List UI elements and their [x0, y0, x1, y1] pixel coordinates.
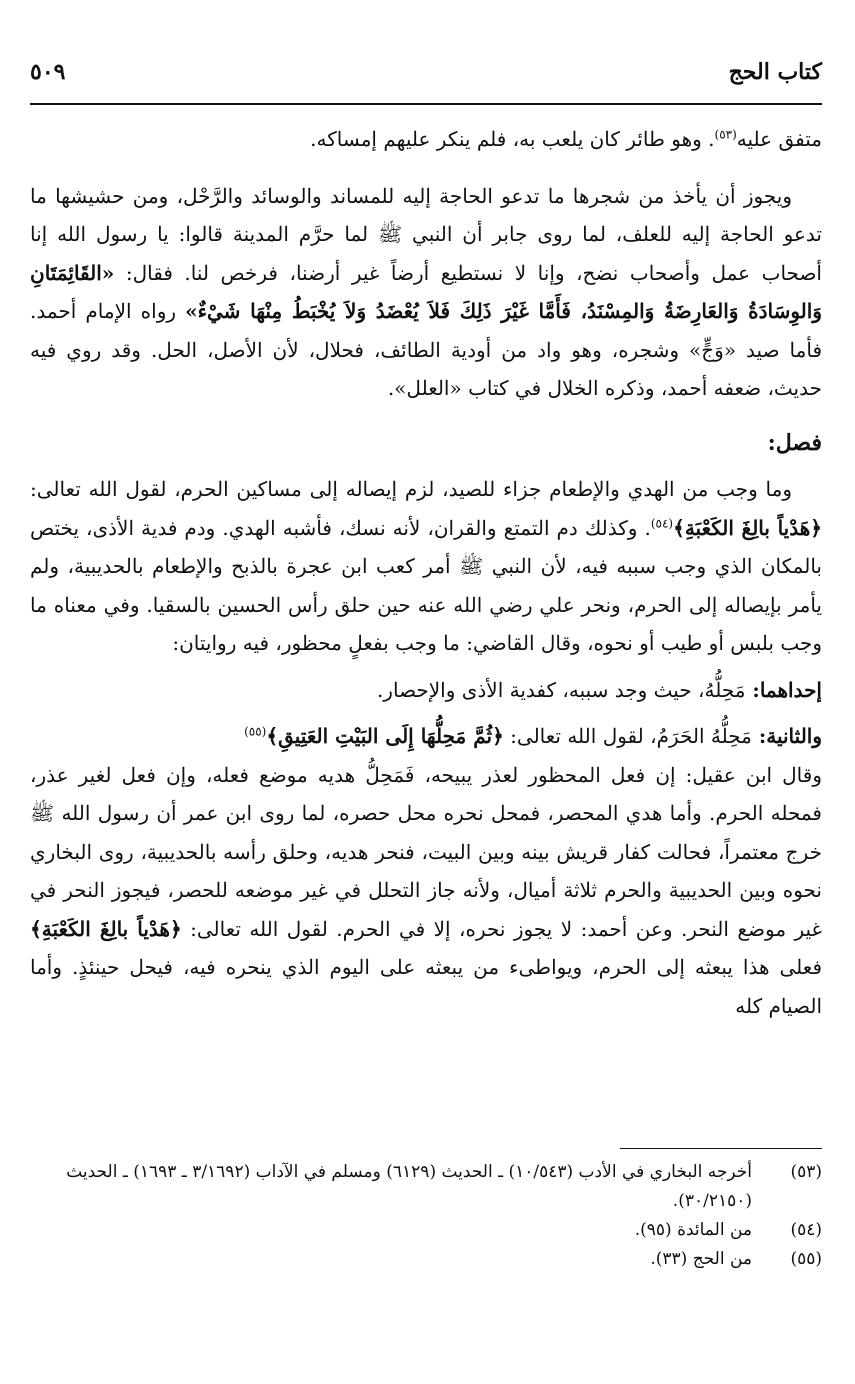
- chapter-title: كتاب الحج: [728, 59, 822, 85]
- footnote-text: من المائدة (٩٥).: [634, 1220, 752, 1240]
- text-run: رواه الإمام أحمد. فأما صيد «وَجٍّ» وشجره، وهو واد من أودية الطائف، فحلال، لأن الأصل، الحل. وقد روي فيه حديث، ضعفه أحمد، وذكره الخلال في كتاب «العلل».: [30, 299, 823, 400]
- footnote-number: (٥٥): [790, 1249, 822, 1269]
- quran-verse: ﴿ثُمَّ مَحِلُّهَا إِلَى البَيْتِ العَتِيقِ﴾: [266, 724, 504, 748]
- text-run: فعلى هذا يبعثه إلى الحرم، ويواطىء من يبعثه على اليوم الذي ينحره فيه، فيحل حينئذٍ. وأما الصيام كله: [30, 955, 822, 1018]
- text-run: ويجوز أن يأخذ من شجرها ما تدعو الحاجة إليه للمساند والوسائد والرَّحْل، ومن حشيشها ما تدعو الحاجة إليه للعلف، لما روى جابر أن النبي ﷺ لما حرَّم المدينة قالوا: يا رسول الله إنا أصحاب عمل وأصحاب نضح، وإنا لا نستطيع أرضاً غير أرضنا، فرخص لنا. فقال:: [30, 183, 822, 285]
- footnote-ref-55[interactable]: (٥٥): [244, 724, 267, 739]
- paragraph-3: [30, 470, 822, 663]
- footnote-55: [30, 1245, 822, 1274]
- paragraph-1: [30, 120, 822, 159]
- text-run: . وهو طائر كان يلعب به، فلم ينكر عليهم إمساكه.: [310, 127, 715, 151]
- footnote-number: (٥٤): [790, 1220, 822, 1240]
- text-run: مَحِلُّهُ، حيث وجد سببه، كفدية الأذى والإحصار.: [376, 677, 746, 702]
- paragraph-6: [30, 756, 822, 1026]
- section-title: فصل:: [767, 429, 822, 456]
- main-text: [30, 120, 822, 1025]
- quran-verse: ﴿هَدْياً بالِغَ الكَعْبَةِ﴾: [30, 916, 182, 941]
- footnotes: [30, 1158, 822, 1274]
- footnote-54: [30, 1216, 822, 1245]
- text-run: وما وجب من الهدي والإطعام جزاء للصيد، لزم إيصاله إلى مساكين الحرم، لقول الله تعالى:: [30, 477, 792, 501]
- footnote-text: من الحج (٣٣).: [650, 1249, 752, 1269]
- paragraph-5: [30, 717, 822, 756]
- item-label: إحداهما:: [745, 677, 822, 702]
- footnote-number: (٥٣): [790, 1162, 822, 1182]
- text-run: متفق عليه: [736, 127, 822, 151]
- text-run: وقال ابن عقيل: إن فعل المحظور لعذر يبيحه، فَمَحِلُّ هديه موضع فعله، وإن فعل لغير عذر، فمحله الحرم. وأما هدي المحصر، فمحل نحره محل حصره، لما روى ابن عمر أن رسول الله ﷺ خرج معتمراً، فحالت كفار قريش بينه وبين البيت، فنحر هديه، وحلق رأسه بالحديبية، روى البخاري نحوه وبين الحديبية والحرم ثلاثة أميال، ولأنه جاز التحلل في غير موضعه للحصر، فيجوز النحر في غير موضع النحر. وعن أحمد: لا يجوز نحره، إلا في الحرم. لقول الله تعالى:: [30, 762, 822, 941]
- text-run: . وكذلك دم التمتع والقران، لأنه نسك، فأشبه الهدي. ودم فدية الأذى، يختص بالمكان الذي وجب سببه فيه، لأن النبي ﷺ أمر كعب ابن عجرة بالذبح والإطعام بالحديبية، ولم يأمر بإيصاله إلى الحرم، ونحر علي رضي الله عنه حين حلق رأس الحسين بالسقيا. وفي معناه ما وجب بلبس أو طيب أو نحوه، وقال القاضي: ما وجب بفعلٍ محظور، فيه روايتان:: [30, 515, 822, 655]
- paragraph-4: [30, 671, 822, 710]
- item-label: والثانية:: [751, 724, 822, 748]
- text-run: مَحِلُّهُ الحَرَمُ، لقول الله تعالى:: [503, 724, 752, 748]
- footnote-divider: [620, 1148, 822, 1149]
- header-divider: [30, 103, 822, 105]
- paragraph-2: [30, 177, 822, 408]
- footnote-53: [30, 1158, 822, 1216]
- quran-verse: ﴿هَدْياً بالِغَ الكَعْبَةِ﴾: [673, 515, 822, 540]
- footnote-ref-54[interactable]: (٥٤): [650, 515, 674, 530]
- hadith-quote: «القَائِمَتَانِ وَالوِسَادَةُ وَالعَارِضَةُ وَالمِسْنَدُ، فَأَمَّا غَيْرَ ذَلِكَ فَلاَ يُعْضَدُ وَلاَ يُخْبَطُ مِنْهَا شَيْءٌ»: [30, 260, 822, 323]
- footnote-text: أخرجه البخاري في الأدب (١٠/٥٤٣) ـ الحديث (٦١٢٩) ومسلم في الآداب (٣/١٦٩٢ ـ ١٦٩٣) ـ الحديث (٣٠/٢١٥٠).: [66, 1162, 752, 1211]
- footnote-ref-53[interactable]: (٥٣): [714, 127, 737, 142]
- page-header: [30, 52, 822, 92]
- page-number: ٥٠٩: [30, 59, 66, 85]
